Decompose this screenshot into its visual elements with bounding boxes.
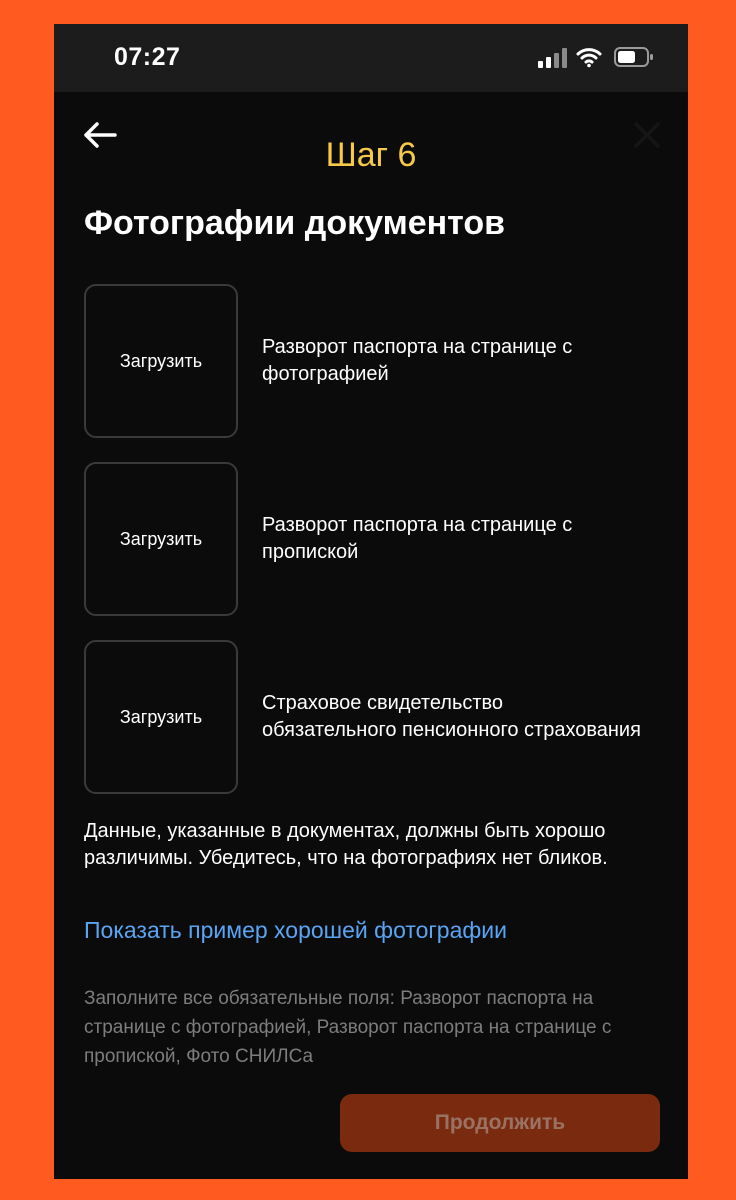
page-title: Фотографии документов [84, 204, 506, 242]
required-fields-hint: Заполните все обязательные поля: Разворот паспорта на странице с фотографией, Разворот паспорта на странице с пропиской, Фото СНИЛСа [84, 988, 612, 1067]
battery-icon [614, 46, 654, 68]
upload-button[interactable]: Загрузить [84, 284, 238, 438]
document-label: Разворот паспорта на странице с пропиской [262, 514, 573, 563]
document-row-passport-registration [84, 462, 664, 616]
document-row-snils [84, 640, 664, 794]
document-label: Разворот паспорта на странице с фотографией [262, 336, 573, 385]
status-bar [54, 24, 688, 92]
step-indicator: Шаг 6 [325, 136, 417, 174]
document-label: Страховое свидетельство обязательного пенсионного страхования [262, 692, 641, 741]
document-row-passport-photo [84, 284, 664, 438]
status-time: 07:27 [114, 43, 181, 71]
upload-button[interactable]: Загрузить [84, 462, 238, 616]
continue-button[interactable]: Продолжить [340, 1094, 660, 1152]
upload-button[interactable]: Загрузить [84, 640, 238, 794]
phone-screen [54, 24, 688, 1179]
cellular-signal-icon [538, 48, 568, 68]
photo-quality-notice: Данные, указанные в документах, должны быть хорошо различимы. Убедитесь, что на фотографиях нет бликов. [84, 820, 608, 869]
wifi-icon [576, 46, 602, 68]
show-example-link[interactable]: Показать пример хорошей фотографии [84, 917, 508, 943]
